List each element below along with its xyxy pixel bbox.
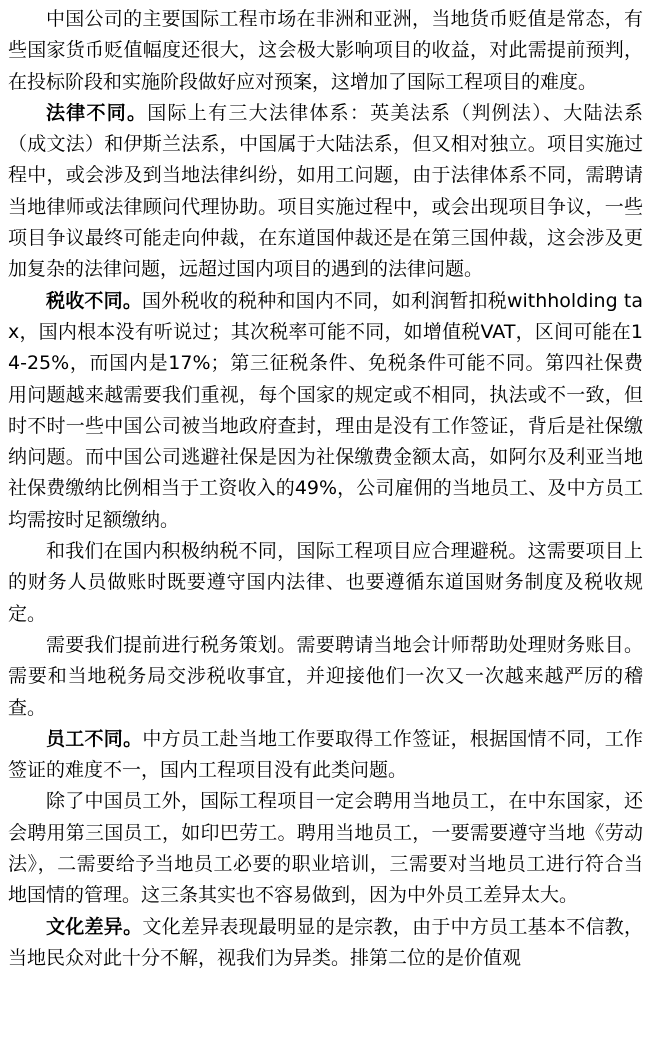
paragraph-heading: 文化差异。 [46,915,143,938]
paragraph-heading: 员工不同。 [46,727,143,750]
paragraph-text: 国外税收的税种和国内不同，如利润暂扣税withholding tax，国内根本没有听说过；其次税率可能不同，如增值税VAT，区间可能在14-25%，而国内是17%；第三征税条件、免税条件可能不同。第四社保费用问题越来越需要我们重视，每个国家的规定或不相同，执法或不一致，但时不时一些中国公司被当地政府查封，理由是没有工作签证，背后是社保缴纳问题。而中国公司逃避社保是因为社保缴费金额太高，如阿尔及利亚当地社保费缴纳比例相当于工资收入的49%，公司雇佣的当地员工、及中方员工均需按时足额缴纳。 [8,289,643,531]
paragraph-text: 文化差异表现最明显的是宗教，由于中方员工基本不信教，当地民众对此十分不解，视我们为异类。排第二位的是价值观 [8,915,643,969]
paragraph-tax [8,286,643,536]
paragraph-text: 除了中国员工外，国际工程项目一定会聘用当地员工，在中东国家，还会聘用第三国员工，如印巴劳工。聘用当地员工，一要需要遵守当地《劳动法》，二需要给予当地员工必要的职业培训，三需要对当地员工进行符合当地国情的管理。这三条其实也不容易做到，因为中外员工差异太大。 [8,790,643,907]
paragraph-currency [8,4,643,98]
paragraph-heading: 税收不同。 [46,289,143,312]
paragraph-heading: 法律不同。 [46,101,148,124]
paragraph-law [8,98,643,286]
paragraph-staff [8,724,643,787]
paragraph-local-staff [8,786,643,911]
paragraph-tax-avoidance [8,536,643,630]
paragraph-tax-planning [8,630,643,724]
paragraph-text: 需要我们提前进行税务策划。需要聘请当地会计师帮助处理财务账目。需要和当地税务局交涉税收事宜，并迎接他们一次又一次越来越严厉的稽查。 [8,633,643,719]
paragraph-text: 国际上有三大法律体系：英美法系（判例法）、大陆法系（成文法）和伊斯兰法系，中国属于大陆法系，但又相对独立。项目实施过程中，或会涉及到当地法律纠纷，如用工问题，由于法律体系不同，需聘请当地律师或法律顾问代理协助。项目实施过程中，或会出现项目争议，一些项目争议最终可能走向仲裁，在东道国仲裁还是在第三国仲裁，这会涉及更加复杂的法律问题，远超过国内项目的遇到的法律问题。 [8,101,643,281]
paragraph-text: 和我们在国内积极纳税不同，国际工程项目应合理避税。这需要项目上的财务人员做账时既要遵守国内法律、也要遵循东道国财务制度及税收规定。 [8,540,643,625]
paragraph-text: 中方员工赴当地工作要取得工作签证，根据国情不同，工作签证的难度不一，国内工程项目没有此类问题。 [8,727,643,782]
paragraph-culture [8,912,643,975]
paragraph-text: 中国公司的主要国际工程市场在非洲和亚洲，当地货币贬值是常态，有些国家货币贬值幅度还很大，这会极大影响项目的收益，对此需提前预判，在投标阶段和实施阶段做好应对预案，这增加了国际工程项目的难度。 [8,8,643,93]
